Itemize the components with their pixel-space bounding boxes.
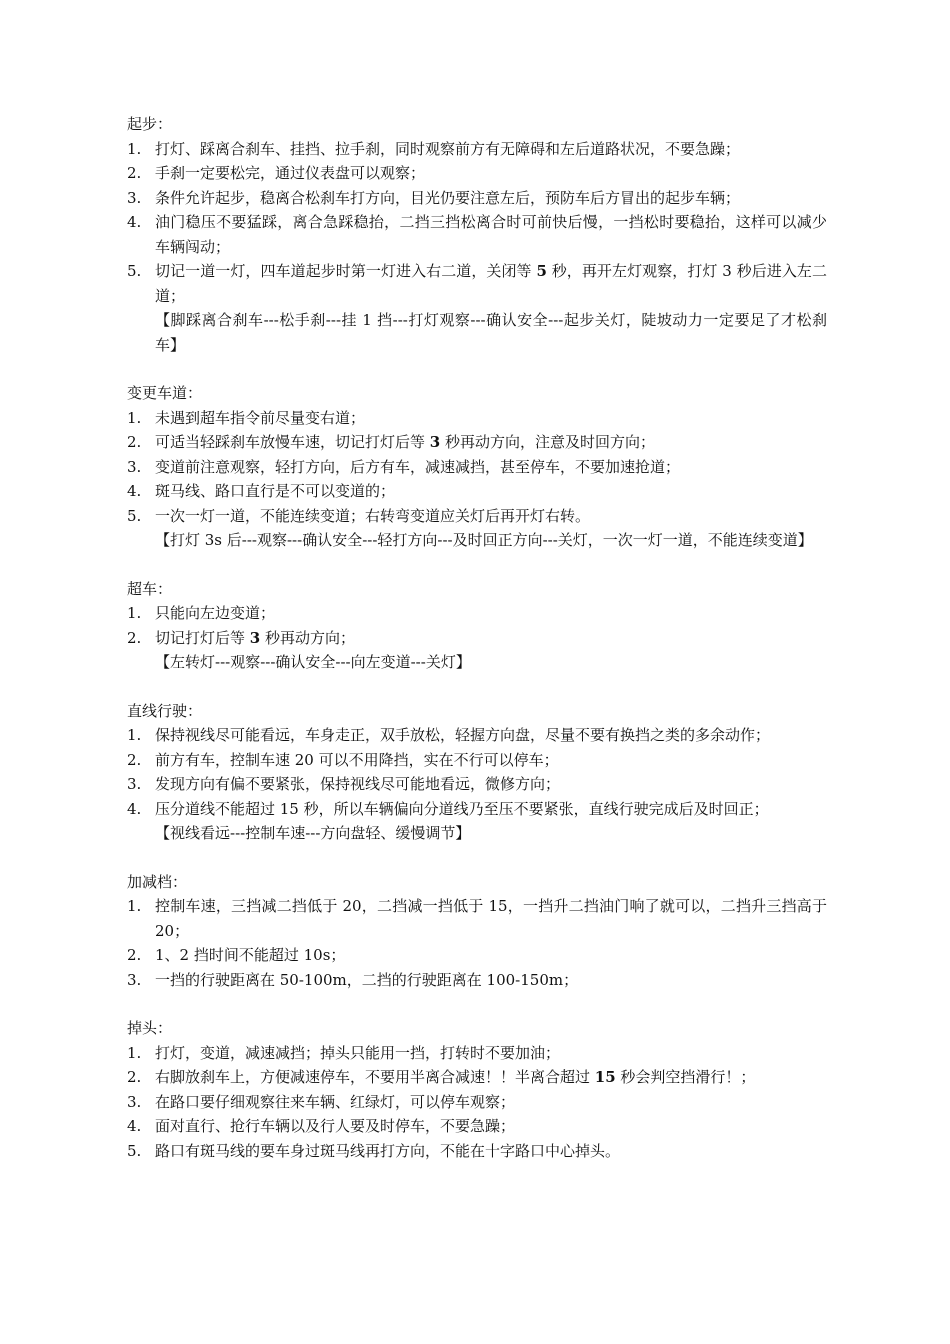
list-item [127,601,827,626]
list-item [127,1065,827,1090]
list-item [127,137,827,162]
item-number: 2. [127,164,142,182]
list-item [127,772,827,797]
numbered-list [127,137,827,309]
list-item [127,748,827,773]
summary-note: 【脚踩离合刹车---松手刹---挂 1 挡---打灯观察---确认安全---起步关灯，陡坡动力一定要足了才松刹车】 [155,311,827,354]
summary-note: 【左转灯---观察---确认安全---向左变道---关灯】 [155,653,471,671]
item-number: 4. [127,482,142,500]
item-number: 3. [127,970,142,989]
item-text: 1、2 挡时间不能超过 10s； [155,946,346,964]
item-number: 5. [127,1141,142,1160]
numbered-list [127,406,827,529]
item-number: 1. [127,604,142,622]
list-item [127,1139,827,1164]
item-text: 打灯、踩离合刹车、挂挡、拉手刹，同时观察前方有无障碍和左后道路状况，不要急躁； [155,139,741,158]
item-text: 未遇到超车指令前尽量变右道； [155,408,366,427]
item-text: 斑马线、路口直行是不可以变道的； [155,482,396,500]
numbered-list [127,1041,827,1164]
list-item [127,626,827,651]
item-text: 打灯，变道，减速减挡；掉头只能用一挡，打转时不要加油； [155,1043,561,1062]
item-text: 压分道线不能超过 15 秒，所以车辆偏向分道线乃至压不要紧张，直线行驶完成后及时回正； [155,799,769,818]
item-text: 前方有车，控制车速 20 可以不用降挡，实在不行可以停车； [155,750,559,769]
summary-note: 【视线看远---控制车速---方向盘轻、缓慢调节】 [155,824,471,842]
numbered-list [127,601,827,650]
emphasis-number: 3 [249,628,261,647]
emphasis-number: 3 [429,433,441,451]
item-text: 变道前注意观察，轻打方向，后方有车，减速减挡，甚至停车，不要加速抢道； [155,457,681,476]
item-text-tail: 秒再动方向； [260,628,355,647]
list-item [127,723,827,748]
item-text: 保持视线尽可能看远，车身走正，双手放松，轻握方向盘，尽量不要有换挡之类的多余动作； [155,726,771,744]
list-item [127,430,827,455]
list-item [127,479,827,504]
section-straight-driving [127,699,827,846]
section-heading: 加减档： [127,872,188,891]
section-heading: 起步： [127,115,173,133]
item-text: 油门稳压不要猛踩，离合急踩稳抬，二挡三挡松离合时可前快后慢，一挡松时要稳抬，这样可以减少车辆闯动； [155,213,827,256]
item-text-tail: 秒，再开左灯观察，打灯 3 秒后进入左二道； [155,262,827,305]
item-text: 可适当轻踩刹车放慢车速，切记打灯后等 [155,433,430,451]
item-number: 3. [127,775,142,793]
item-number: 2. [127,433,142,451]
item-text: 右脚放刹车上，方便减速停车，不要用半离合减速！！半离合超过 [155,1068,595,1086]
item-number: 4. [127,1117,142,1135]
item-number: 5. [127,262,142,280]
section-heading: 掉头： [127,1019,173,1037]
item-number: 1. [127,408,142,427]
item-text: 控制车速，三挡减二挡低于 20，二挡减一挡低于 15，一挡升二挡油门响了就可以，二挡升三挡高于 20； [155,897,827,940]
item-text: 条件允许起步，稳离合松刹车打方向，目光仍要注意左后，预防车后方冒出的起步车辆； [155,188,741,207]
item-text: 手刹一定要松完，通过仪表盘可以观察； [155,164,426,182]
list-item [127,1041,827,1066]
item-text: 只能向左边变道； [155,604,276,622]
list-item [127,968,827,993]
item-text: 一挡的行驶距离在 50-100m，二挡的行驶距离在 100-150m； [155,970,579,989]
document-page [127,112,827,1187]
item-number: 5. [127,506,142,525]
item-text: 面对直行、抢行车辆以及行人要及时停车，不要急躁； [155,1117,516,1135]
item-number: 3. [127,1092,142,1111]
section-heading: 超车： [127,579,173,598]
list-item [127,210,827,259]
item-number: 2. [127,946,142,964]
item-text: 切记一道一灯，四车道起步时第一灯进入右二道，关闭等 [155,262,537,280]
item-number: 2. [127,1068,142,1086]
item-text: 一次一灯一道，不能连续变道；右转弯变道应关灯后再开灯右转。 [155,506,591,525]
list-item [127,186,827,211]
list-item [127,1114,827,1139]
item-number: 1. [127,726,142,744]
item-text: 在路口要仔细观察往来车辆、红绿灯，可以停车观察； [155,1092,516,1111]
section-lane-change [127,381,827,553]
emphasis-number: 15 [594,1068,616,1086]
item-text: 切记打灯后等 [155,628,250,647]
item-number: 1. [127,139,142,158]
list-item [127,797,827,822]
numbered-list [127,723,827,821]
item-number: 1. [127,1043,142,1062]
list-item [127,161,827,186]
item-number: 4. [127,799,142,818]
section-heading: 直线行驶： [127,701,203,720]
emphasis-number: 5 [536,262,547,280]
item-text-tail: 秒会判空挡滑行！； [615,1068,756,1086]
list-item [127,894,827,943]
section-u-turn [127,1016,827,1163]
numbered-list [127,894,827,992]
section-overtake [127,577,827,675]
item-text: 路口有斑马线的要车身过斑马线再打方向，不能在十字路口中心掉头。 [155,1141,621,1160]
item-number: 1. [127,897,142,915]
item-number: 2. [127,750,142,769]
item-number: 3. [127,188,142,207]
section-heading: 变更车道： [127,384,203,402]
list-item [127,943,827,968]
item-number: 4. [127,213,142,231]
item-number: 2. [127,628,142,647]
list-item [127,259,827,308]
list-item [127,504,827,529]
item-text-tail: 秒再动方向，注意及时回方向； [440,433,655,451]
item-text: 发现方向有偏不要紧张，保持视线尽可能地看远，微修方向； [155,775,561,793]
summary-note: 【打灯 3s 后---观察---确认安全---轻打方向---及时回正方向---关灯，一次一灯一道，不能连续变道】 [155,531,813,549]
list-item [127,455,827,480]
list-item [127,1090,827,1115]
section-start [127,112,827,357]
list-item [127,406,827,431]
item-number: 3. [127,457,142,476]
section-gear-shift [127,870,827,993]
